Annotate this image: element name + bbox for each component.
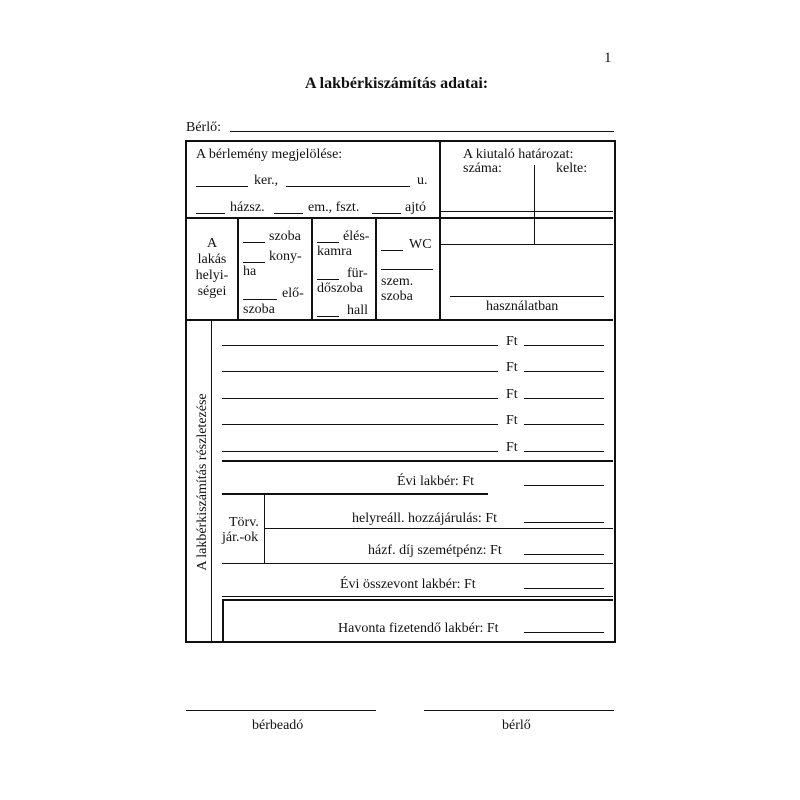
ft-label-2: Ft — [506, 360, 518, 375]
item-line-5[interactable] — [222, 437, 498, 452]
wc-count-field[interactable] — [381, 236, 403, 251]
statute-label-1: Törv. — [229, 515, 259, 530]
items-separator — [222, 460, 613, 462]
item-amount-2[interactable] — [524, 357, 604, 372]
room-count-field[interactable] — [243, 228, 265, 243]
annual-rent-label: Évi lakbér: Ft — [397, 474, 474, 489]
ft-label-4: Ft — [506, 413, 518, 428]
combined-annual-rent-label: Évi összevont lakbér: Ft — [340, 577, 476, 592]
landlord-signature-field[interactable] — [186, 696, 376, 711]
street-label: u. — [417, 173, 428, 188]
item-amount-4[interactable] — [524, 410, 604, 425]
annual-rent-separator — [222, 493, 488, 495]
wc-label: WC — [409, 237, 432, 252]
renovation-contribution-amount[interactable] — [524, 508, 604, 523]
caretaker-fee-label: házf. díj szemétpénz: Ft — [368, 543, 502, 558]
renovation-separator — [265, 528, 613, 529]
rooms-label: A lakás helyi- ségei — [195, 236, 229, 299]
bathroom-label-1: für- — [347, 266, 368, 281]
tenant-label: Bérlő: — [186, 120, 221, 135]
pantry-count-field[interactable] — [317, 228, 339, 243]
maid-room-label-1: szem. — [381, 274, 414, 289]
item-line-3[interactable] — [222, 384, 498, 399]
caretaker-fee-amount[interactable] — [524, 540, 604, 555]
statute-vertical — [264, 495, 265, 563]
in-use-label: használatban — [486, 299, 559, 314]
premises-label: A bérlemény megjelölése: — [196, 147, 343, 162]
kitchen-label-2: ha — [243, 264, 257, 279]
anteroom-label-2: szoba — [243, 302, 275, 317]
item-amount-5[interactable] — [524, 437, 604, 452]
ft-label-5: Ft — [506, 440, 518, 455]
kitchen-label-1: kony- — [269, 249, 302, 264]
door-field[interactable] — [372, 199, 401, 214]
divider-premises-decision — [439, 140, 441, 321]
annual-rent-amount[interactable] — [524, 471, 604, 486]
kitchen-count-field[interactable] — [243, 248, 265, 263]
combined-separator — [222, 596, 613, 597]
floor-label: em., fszt. — [308, 200, 360, 215]
bathroom-count-field[interactable] — [317, 265, 339, 280]
tenant-signature-field[interactable] — [424, 696, 614, 711]
bathroom-label-2: dőszoba — [317, 281, 363, 296]
house-number-field[interactable] — [196, 199, 225, 214]
in-use-field[interactable] — [450, 282, 604, 297]
divider-rooms-section — [186, 319, 613, 321]
landlord-signature-label: bérbeadó — [252, 718, 304, 733]
maid-room-label-2: szoba — [381, 289, 413, 304]
decision-line-1 — [441, 211, 613, 212]
decision-line-2 — [441, 244, 613, 245]
maid-room-count-field[interactable] — [381, 255, 433, 270]
item-line-2[interactable] — [222, 357, 498, 372]
pantry-label-2: kamra — [317, 244, 352, 259]
floor-field[interactable] — [274, 199, 303, 214]
door-label: ajtó — [405, 200, 426, 215]
breakdown-side-label: A lakbérkiszámítás részletezése — [195, 393, 210, 571]
combined-annual-rent-amount[interactable] — [524, 574, 604, 589]
tenant-name-field[interactable] — [230, 117, 614, 132]
monthly-rent-label: Havonta fizetendő lakbér: Ft — [338, 621, 499, 636]
hall-room-count-field[interactable] — [243, 285, 277, 300]
page-title: A lakbérkiszámítás adatai: — [305, 75, 489, 92]
ft-label-3: Ft — [506, 387, 518, 402]
tenant-signature-label: bérlő — [502, 718, 531, 733]
rooms-col-3 — [375, 219, 377, 321]
ft-label-1: Ft — [506, 334, 518, 349]
renovation-contribution-label: helyreáll. hozzájárulás: Ft — [352, 511, 497, 526]
decision-number-field[interactable] — [444, 193, 530, 207]
breakdown-side-divider — [211, 321, 212, 641]
page-number: 1 — [604, 50, 612, 66]
street-field[interactable] — [286, 172, 410, 187]
rooms-col-1 — [237, 219, 239, 321]
decision-number-label: száma: — [463, 161, 502, 176]
anteroom-label-1: elő- — [282, 286, 304, 301]
pantry-label-1: élés- — [343, 229, 370, 244]
decision-date-field[interactable] — [540, 193, 608, 207]
rooms-col-2 — [311, 219, 313, 321]
item-amount-3[interactable] — [524, 384, 604, 399]
hall-count-field[interactable] — [317, 302, 339, 317]
district-label: ker., — [254, 173, 279, 188]
statute-label-2: jár.-ok — [222, 530, 259, 545]
decision-label: A kiutaló határozat: — [463, 147, 574, 162]
fees-separator — [222, 563, 613, 564]
decision-vertical — [534, 165, 535, 245]
house-number-label: házsz. — [230, 200, 265, 215]
district-field[interactable] — [196, 172, 248, 187]
decision-date-label: kelte: — [556, 161, 588, 176]
item-line-4[interactable] — [222, 410, 498, 425]
room-label: szoba — [269, 229, 301, 244]
item-amount-1[interactable] — [524, 331, 604, 346]
item-line-1[interactable] — [222, 331, 498, 346]
monthly-rent-amount[interactable] — [524, 618, 604, 633]
hall-label: hall — [347, 303, 368, 318]
divider-top-section — [186, 217, 613, 219]
